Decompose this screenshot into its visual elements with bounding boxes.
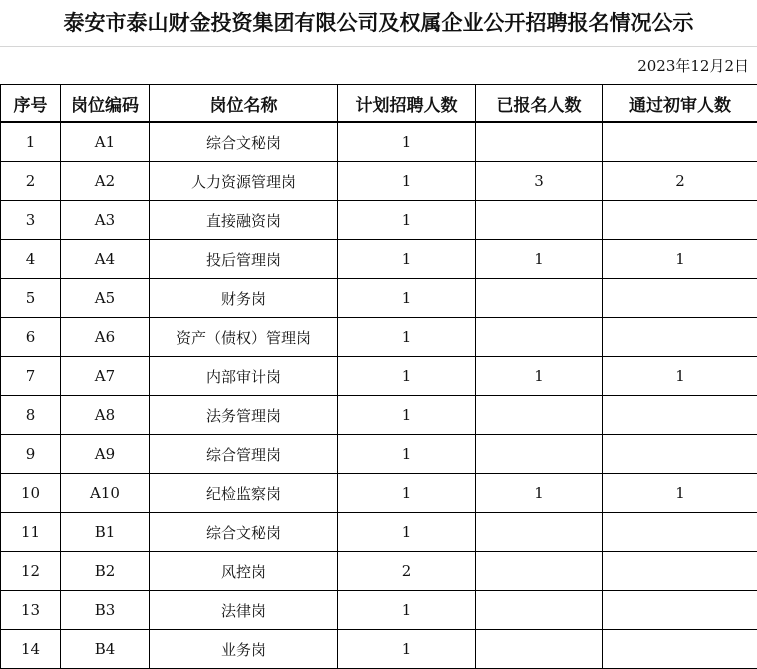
position-cell: 直接融资岗 [150,201,338,240]
code-cell: A7 [61,357,150,396]
registered-cell [476,279,603,318]
planned-cell: 1 [338,318,476,357]
position-cell: 综合文秘岗 [150,122,338,162]
code-cell: B2 [61,552,150,591]
code-cell: A6 [61,318,150,357]
position-cell: 风控岗 [150,552,338,591]
passed-cell [603,279,757,318]
planned-cell: 2 [338,552,476,591]
planned-cell: 1 [338,240,476,279]
seq-cell: 13 [1,591,61,630]
registered-cell: 1 [476,357,603,396]
seq-cell: 9 [1,435,61,474]
registered-cell [476,201,603,240]
code-cell: A5 [61,279,150,318]
seq-cell: 1 [1,122,61,162]
registered-cell [476,513,603,552]
header-planned: 计划招聘人数 [338,85,476,123]
header-position: 岗位名称 [150,85,338,123]
header-row [1,85,757,123]
publish-date: 2023年12月2日 [637,57,749,75]
passed-cell [603,591,757,630]
position-cell: 法律岗 [150,591,338,630]
code-cell: A1 [61,122,150,162]
seq-cell: 7 [1,357,61,396]
table-row [1,591,757,630]
registered-cell: 3 [476,162,603,201]
table-row [1,474,757,513]
table-row [1,201,757,240]
code-cell: B4 [61,630,150,669]
code-cell: A4 [61,240,150,279]
position-cell: 资产（债权）管理岗 [150,318,338,357]
position-cell: 内部审计岗 [150,357,338,396]
table-row [1,240,757,279]
registered-cell [476,552,603,591]
passed-cell [603,513,757,552]
passed-cell [603,396,757,435]
passed-cell: 1 [603,357,757,396]
table-row [1,552,757,591]
planned-cell: 1 [338,474,476,513]
position-cell: 纪检监察岗 [150,474,338,513]
planned-cell: 1 [338,122,476,162]
table-row [1,318,757,357]
planned-cell: 1 [338,435,476,474]
header-code: 岗位编码 [61,85,150,123]
registered-cell [476,435,603,474]
registered-cell: 1 [476,240,603,279]
registered-cell [476,318,603,357]
table-row [1,279,757,318]
passed-cell [603,435,757,474]
table-row [1,630,757,669]
position-cell: 综合文秘岗 [150,513,338,552]
header-seq: 序号 [1,85,61,123]
position-cell: 投后管理岗 [150,240,338,279]
table-row [1,396,757,435]
seq-cell: 5 [1,279,61,318]
planned-cell: 1 [338,591,476,630]
planned-cell: 1 [338,630,476,669]
table-row [1,357,757,396]
seq-cell: 14 [1,630,61,669]
registered-cell [476,396,603,435]
planned-cell: 1 [338,162,476,201]
code-cell: A2 [61,162,150,201]
seq-cell: 6 [1,318,61,357]
registered-cell: 1 [476,474,603,513]
registered-cell [476,591,603,630]
code-cell: B1 [61,513,150,552]
code-cell: B3 [61,591,150,630]
table-row [1,435,757,474]
header-registered: 已报名人数 [476,85,603,123]
planned-cell: 1 [338,513,476,552]
registered-cell [476,122,603,162]
position-cell: 人力资源管理岗 [150,162,338,201]
passed-cell: 1 [603,240,757,279]
planned-cell: 1 [338,357,476,396]
code-cell: A8 [61,396,150,435]
passed-cell [603,552,757,591]
passed-cell: 1 [603,474,757,513]
code-cell: A9 [61,435,150,474]
seq-cell: 12 [1,552,61,591]
planned-cell: 1 [338,201,476,240]
passed-cell [603,630,757,669]
date-row [0,46,757,85]
recruitment-table [0,84,757,669]
passed-cell [603,122,757,162]
seq-cell: 8 [1,396,61,435]
passed-cell [603,318,757,357]
registered-cell [476,630,603,669]
passed-cell [603,201,757,240]
position-cell: 法务管理岗 [150,396,338,435]
code-cell: A3 [61,201,150,240]
position-cell: 综合管理岗 [150,435,338,474]
planned-cell: 1 [338,396,476,435]
table-row [1,122,757,162]
page-title: 泰安市泰山财金投资集团有限公司及权属企业公开招聘报名情况公示 [63,11,694,35]
seq-cell: 4 [1,240,61,279]
code-cell: A10 [61,474,150,513]
seq-cell: 11 [1,513,61,552]
passed-cell: 2 [603,162,757,201]
position-cell: 财务岗 [150,279,338,318]
table-row [1,162,757,201]
table-body [1,122,757,669]
header-passed: 通过初审人数 [603,85,757,123]
planned-cell: 1 [338,279,476,318]
seq-cell: 10 [1,474,61,513]
table-row [1,513,757,552]
seq-cell: 2 [1,162,61,201]
position-cell: 业务岗 [150,630,338,669]
seq-cell: 3 [1,201,61,240]
